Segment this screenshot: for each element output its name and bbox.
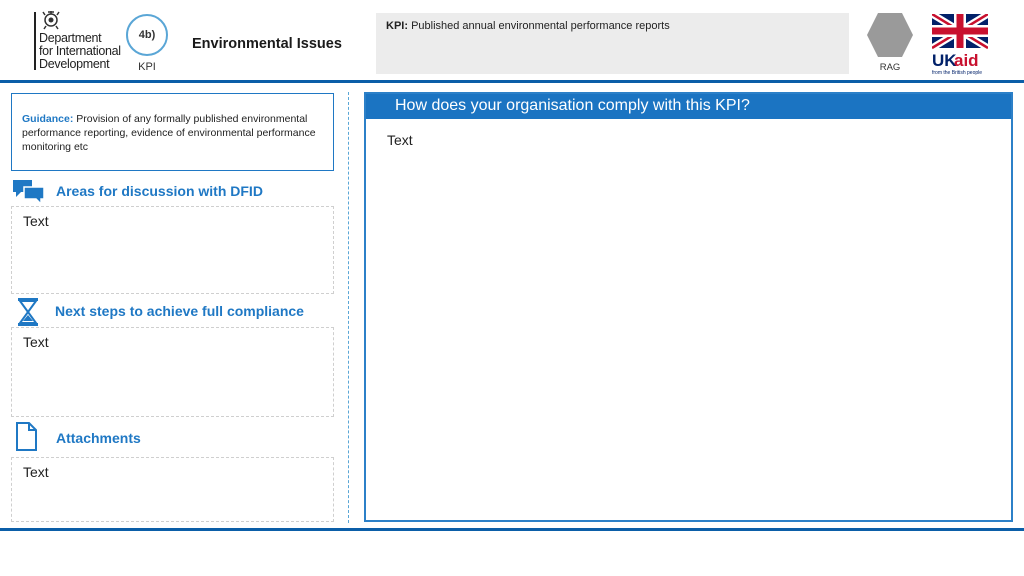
compliance-text: Text [387,132,413,148]
footer-divider [0,528,1024,531]
royal-crest-icon [40,10,62,30]
logo-wordmark [39,32,121,71]
rag-status-indicator[interactable] [866,12,914,58]
next-steps-text: Text [23,334,49,350]
discussion-textbox[interactable] [11,206,334,294]
page-title: Environmental Issues [192,36,342,52]
kpi-label: KPI: [386,20,408,32]
section-heading-discussion: Areas for discussion with DFID [56,183,263,199]
section-heading-next-steps: Next steps to achieve full compliance [55,303,304,319]
guidance-label: Guidance: [22,113,74,125]
logo-line-1: Department [39,31,102,45]
kpi-caption: KPI [138,61,156,73]
ukaid-logo [932,14,988,76]
hourglass-icon [12,297,46,327]
logo-rule [34,12,36,70]
compliance-heading: How does your organisation comply with this KPI? [366,94,1011,119]
kpi-description-box [376,13,849,74]
ukaid-aid: aid [954,51,979,70]
attachments-text: Text [23,464,49,480]
document-icon [12,422,46,452]
kpi-number: 4b) [138,29,156,41]
header-divider [0,80,1024,83]
guidance-box [11,93,334,171]
rag-label: RAG [879,62,901,73]
compliance-panel[interactable] [364,92,1013,522]
discussion-text: Text [23,213,49,229]
guidance-text: Provision of any formally published environmental performance reporting, evidence of environmental performance monitoring etc [22,113,316,153]
column-divider [348,92,349,523]
section-heading-attachments: Attachments [56,430,141,446]
logo-line-3: Development [39,57,110,71]
ukaid-tagline: from the British people [932,70,983,76]
next-steps-textbox[interactable] [11,327,334,417]
kpi-number-badge [126,14,168,56]
logo-line-2: for International [39,44,121,58]
kpi-text: Published annual environmental performance reports [411,20,670,32]
speech-bubbles-icon [12,178,46,208]
dfid-logo [34,10,134,74]
attachments-textbox[interactable] [11,457,334,522]
ukaid-uk: UK [932,51,957,70]
